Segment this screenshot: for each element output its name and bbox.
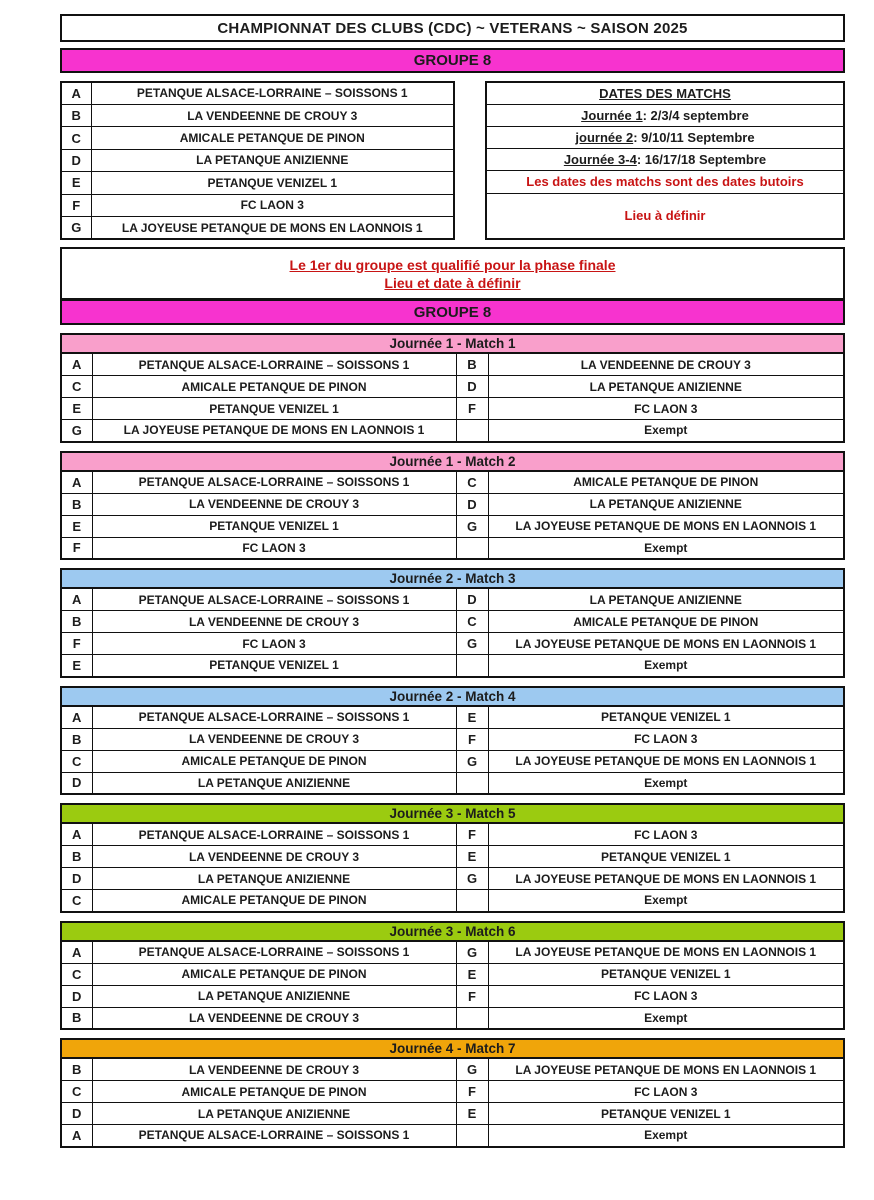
match-row	[61, 985, 844, 1007]
team-letter-cell: G	[456, 633, 488, 655]
team-letter-cell: D	[61, 985, 92, 1007]
team-letter-cell: E	[61, 515, 92, 537]
team-letter-cell: C	[61, 750, 92, 772]
match-row	[61, 1103, 844, 1125]
team-letter: C	[61, 127, 91, 149]
team-letter-cell: G	[61, 420, 92, 442]
match-row	[61, 1007, 844, 1029]
team-name-cell: AMICALE PETANQUE DE PINON	[92, 963, 456, 985]
match-table	[60, 353, 845, 443]
date-journee-2: journée 2: 9/10/11 Septembre	[486, 126, 844, 148]
team-name: FC LAON 3	[91, 194, 454, 216]
team-letter-cell: A	[61, 941, 92, 963]
dates-deadline-note: Les dates des matchs sont des dates butoirs	[486, 170, 844, 193]
team-letter: G	[61, 217, 91, 239]
team-name-cell: PETANQUE VENIZEL 1	[488, 706, 844, 728]
team-letter-cell: E	[61, 398, 92, 420]
qualification-box	[60, 247, 845, 300]
team-letter-cell: C	[61, 1081, 92, 1103]
match-section-1	[60, 333, 845, 443]
match-row	[61, 398, 844, 420]
team-letter-cell: A	[61, 824, 92, 846]
team-letter-cell: B	[61, 846, 92, 868]
team-letter-cell: A	[61, 589, 92, 611]
team-name-cell: PETANQUE VENIZEL 1	[92, 398, 456, 420]
exempt-cell: Exempt	[488, 1125, 844, 1147]
venue-note: Lieu à définir	[486, 193, 844, 239]
team-letter-cell: F	[456, 728, 488, 750]
date-row	[486, 126, 844, 148]
exempt-cell: Exempt	[488, 655, 844, 677]
match-row	[61, 890, 844, 912]
match-header: Journée 1 - Match 1	[60, 333, 845, 353]
team-letter-cell: E	[61, 655, 92, 677]
venue-row	[486, 193, 844, 239]
team-name-cell: PETANQUE ALSACE-LORRAINE – SOISSONS 1	[92, 1125, 456, 1147]
match-row	[61, 868, 844, 890]
team-letter-cell: C	[61, 890, 92, 912]
team-name-cell: LA PETANQUE ANIZIENNE	[488, 589, 844, 611]
team-name-cell: FC LAON 3	[488, 824, 844, 846]
team-name-cell: FC LAON 3	[92, 633, 456, 655]
team-letter-cell: E	[456, 846, 488, 868]
team-row	[61, 149, 454, 171]
team-letter-cell: B	[61, 1007, 92, 1029]
team-name-cell: PETANQUE ALSACE-LORRAINE – SOISSONS 1	[92, 471, 456, 493]
team-letter-cell: C	[456, 471, 488, 493]
match-table	[60, 823, 845, 913]
team-letter: D	[61, 149, 91, 171]
team-letter-cell: D	[61, 868, 92, 890]
date-journee-3-4: Journée 3-4: 16/17/18 Septembre	[486, 148, 844, 170]
match-row	[61, 633, 844, 655]
team-name-cell: PETANQUE VENIZEL 1	[92, 655, 456, 677]
team-name-cell: LA JOYEUSE PETANQUE DE MONS EN LAONNOIS 1	[488, 868, 844, 890]
team-letter-cell: G	[456, 1059, 488, 1081]
match-row	[61, 493, 844, 515]
team-letter-cell	[456, 655, 488, 677]
team-letter-cell: G	[456, 941, 488, 963]
team-name-cell: FC LAON 3	[488, 728, 844, 750]
team-name-cell: PETANQUE VENIZEL 1	[488, 846, 844, 868]
dates-note-row	[486, 170, 844, 193]
team-letter: E	[61, 172, 91, 194]
top-section	[60, 81, 845, 240]
team-name-cell: LA JOYEUSE PETANQUE DE MONS EN LAONNOIS 1	[488, 1059, 844, 1081]
team-row	[61, 82, 454, 104]
match-row	[61, 655, 844, 677]
team-letter-cell	[456, 420, 488, 442]
match-header: Journée 3 - Match 5	[60, 803, 845, 823]
team-letter-cell: B	[61, 1059, 92, 1081]
group-banner-top: GROUPE 8	[60, 48, 845, 73]
team-name-cell: PETANQUE ALSACE-LORRAINE – SOISSONS 1	[92, 354, 456, 376]
team-letter: B	[61, 104, 91, 126]
exempt-cell: Exempt	[488, 537, 844, 559]
team-name-cell: LA PETANQUE ANIZIENNE	[488, 376, 844, 398]
team-letter-cell: A	[61, 471, 92, 493]
team-name-cell: LA PETANQUE ANIZIENNE	[92, 1103, 456, 1125]
team-letter: A	[61, 82, 91, 104]
team-letter-cell: B	[61, 493, 92, 515]
match-row	[61, 1081, 844, 1103]
team-name-cell: PETANQUE VENIZEL 1	[92, 515, 456, 537]
match-row	[61, 376, 844, 398]
team-letter-cell: F	[456, 398, 488, 420]
match-row	[61, 728, 844, 750]
team-letter-cell: F	[456, 985, 488, 1007]
team-name-cell: PETANQUE ALSACE-LORRAINE – SOISSONS 1	[92, 824, 456, 846]
match-section-3	[60, 568, 845, 678]
team-name-cell: LA JOYEUSE PETANQUE DE MONS EN LAONNOIS 1	[488, 941, 844, 963]
team-letter-cell: F	[456, 824, 488, 846]
team-letter-cell: D	[456, 589, 488, 611]
match-row	[61, 706, 844, 728]
team-letter-cell	[456, 1007, 488, 1029]
team-name: PETANQUE ALSACE-LORRAINE – SOISSONS 1	[91, 82, 454, 104]
exempt-cell: Exempt	[488, 890, 844, 912]
match-table	[60, 588, 845, 678]
team-letter-cell: A	[61, 354, 92, 376]
team-name-cell: LA VENDEENNE DE CROUY 3	[488, 354, 844, 376]
team-name-cell: PETANQUE ALSACE-LORRAINE – SOISSONS 1	[92, 941, 456, 963]
team-letter-cell: F	[456, 1081, 488, 1103]
match-row	[61, 750, 844, 772]
team-letter-cell: C	[61, 963, 92, 985]
document-title: CHAMPIONNAT DES CLUBS (CDC) ~ VETERANS ~ SAISON 2025	[60, 14, 845, 42]
team-name-cell: LA PETANQUE ANIZIENNE	[488, 493, 844, 515]
team-letter-cell	[456, 1125, 488, 1147]
match-row	[61, 846, 844, 868]
exempt-cell: Exempt	[488, 772, 844, 794]
team-name: AMICALE PETANQUE DE PINON	[91, 127, 454, 149]
team-letter-cell: E	[456, 963, 488, 985]
match-row	[61, 420, 844, 442]
team-name-cell: LA JOYEUSE PETANQUE DE MONS EN LAONNOIS 1	[488, 750, 844, 772]
team-name: LA JOYEUSE PETANQUE DE MONS EN LAONNOIS 1	[91, 217, 454, 239]
team-letter-cell: E	[456, 1103, 488, 1125]
team-letter-cell: C	[61, 376, 92, 398]
date-row	[486, 104, 844, 126]
exempt-cell: Exempt	[488, 420, 844, 442]
team-name-cell: LA VENDEENNE DE CROUY 3	[92, 1059, 456, 1081]
team-name-cell: AMICALE PETANQUE DE PINON	[92, 376, 456, 398]
match-row	[61, 589, 844, 611]
match-row	[61, 471, 844, 493]
team-name-cell: PETANQUE VENIZEL 1	[488, 1103, 844, 1125]
team-name-cell: PETANQUE VENIZEL 1	[488, 963, 844, 985]
team-name-cell: LA VENDEENNE DE CROUY 3	[92, 728, 456, 750]
team-letter-cell: E	[456, 706, 488, 728]
team-name-cell: LA VENDEENNE DE CROUY 3	[92, 611, 456, 633]
team-name-cell: LA PETANQUE ANIZIENNE	[92, 772, 456, 794]
team-name-cell: LA JOYEUSE PETANQUE DE MONS EN LAONNOIS 1	[488, 633, 844, 655]
dates-table	[485, 81, 845, 240]
match-table	[60, 1058, 845, 1148]
qualification-line-1: Le 1er du groupe est qualifié pour la phase finale	[289, 256, 616, 273]
team-letter-cell	[456, 537, 488, 559]
team-name-cell: FC LAON 3	[488, 985, 844, 1007]
team-letter-cell: G	[456, 515, 488, 537]
team-letter-cell: A	[61, 706, 92, 728]
team-row	[61, 104, 454, 126]
match-section-4	[60, 686, 845, 796]
match-header: Journée 3 - Match 6	[60, 921, 845, 941]
exempt-cell: Exempt	[488, 1007, 844, 1029]
team-name-cell: FC LAON 3	[92, 537, 456, 559]
team-letter-cell	[456, 890, 488, 912]
team-name-cell: LA VENDEENNE DE CROUY 3	[92, 846, 456, 868]
match-table	[60, 471, 845, 561]
match-section-5	[60, 803, 845, 913]
match-section-2	[60, 451, 845, 561]
team-row	[61, 217, 454, 239]
team-name-cell: PETANQUE ALSACE-LORRAINE – SOISSONS 1	[92, 706, 456, 728]
match-section-7	[60, 1038, 845, 1148]
match-row	[61, 941, 844, 963]
team-name-cell: AMICALE PETANQUE DE PINON	[92, 1081, 456, 1103]
team-name-cell: AMICALE PETANQUE DE PINON	[92, 890, 456, 912]
match-row	[61, 1125, 844, 1147]
team-letter-cell: C	[456, 611, 488, 633]
match-row	[61, 772, 844, 794]
match-section-6	[60, 921, 845, 1031]
team-letter-cell: D	[456, 493, 488, 515]
match-header: Journée 4 - Match 7	[60, 1038, 845, 1058]
team-letter-cell: B	[61, 728, 92, 750]
match-header: Journée 1 - Match 2	[60, 451, 845, 471]
match-row	[61, 537, 844, 559]
match-table	[60, 706, 845, 796]
team-letter: F	[61, 194, 91, 216]
team-name-cell: PETANQUE ALSACE-LORRAINE – SOISSONS 1	[92, 589, 456, 611]
match-table	[60, 941, 845, 1031]
dates-header-row	[486, 82, 844, 104]
team-name: LA PETANQUE ANIZIENNE	[91, 149, 454, 171]
team-name-cell: LA JOYEUSE PETANQUE DE MONS EN LAONNOIS 1	[488, 515, 844, 537]
team-name-cell: LA JOYEUSE PETANQUE DE MONS EN LAONNOIS 1	[92, 420, 456, 442]
team-letter-cell: D	[61, 772, 92, 794]
team-name-cell: AMICALE PETANQUE DE PINON	[488, 611, 844, 633]
qualification-line-2: Lieu et date à définir	[384, 274, 521, 291]
team-name-cell: LA PETANQUE ANIZIENNE	[92, 868, 456, 890]
match-header: Journée 2 - Match 4	[60, 686, 845, 706]
match-header: Journée 2 - Match 3	[60, 568, 845, 588]
team-letter-cell: G	[456, 868, 488, 890]
team-letter-cell: B	[61, 611, 92, 633]
date-journee-1: Journée 1: 2/3/4 septembre	[486, 104, 844, 126]
teams-table	[60, 81, 455, 240]
match-row	[61, 515, 844, 537]
team-row	[61, 127, 454, 149]
match-row	[61, 1059, 844, 1081]
dates-header: DATES DES MATCHS	[486, 82, 844, 104]
team-name-cell: FC LAON 3	[488, 398, 844, 420]
team-letter-cell: D	[456, 376, 488, 398]
team-name: PETANQUE VENIZEL 1	[91, 172, 454, 194]
team-letter-cell	[456, 772, 488, 794]
team-letter-cell: D	[61, 1103, 92, 1125]
team-letter-cell: F	[61, 633, 92, 655]
team-row	[61, 172, 454, 194]
team-name-cell: LA VENDEENNE DE CROUY 3	[92, 1007, 456, 1029]
date-row	[486, 148, 844, 170]
match-row	[61, 824, 844, 846]
team-letter-cell: B	[456, 354, 488, 376]
team-name-cell: AMICALE PETANQUE DE PINON	[92, 750, 456, 772]
team-name-cell: FC LAON 3	[488, 1081, 844, 1103]
team-letter-cell: F	[61, 537, 92, 559]
team-letter-cell: A	[61, 1125, 92, 1147]
team-name-cell: LA VENDEENNE DE CROUY 3	[92, 493, 456, 515]
team-name-cell: LA PETANQUE ANIZIENNE	[92, 985, 456, 1007]
match-row	[61, 354, 844, 376]
match-row	[61, 963, 844, 985]
team-letter-cell: G	[456, 750, 488, 772]
match-row	[61, 611, 844, 633]
team-name-cell: AMICALE PETANQUE DE PINON	[488, 471, 844, 493]
team-name: LA VENDEENNE DE CROUY 3	[91, 104, 454, 126]
group-banner-middle: GROUPE 8	[60, 300, 845, 325]
team-row	[61, 194, 454, 216]
